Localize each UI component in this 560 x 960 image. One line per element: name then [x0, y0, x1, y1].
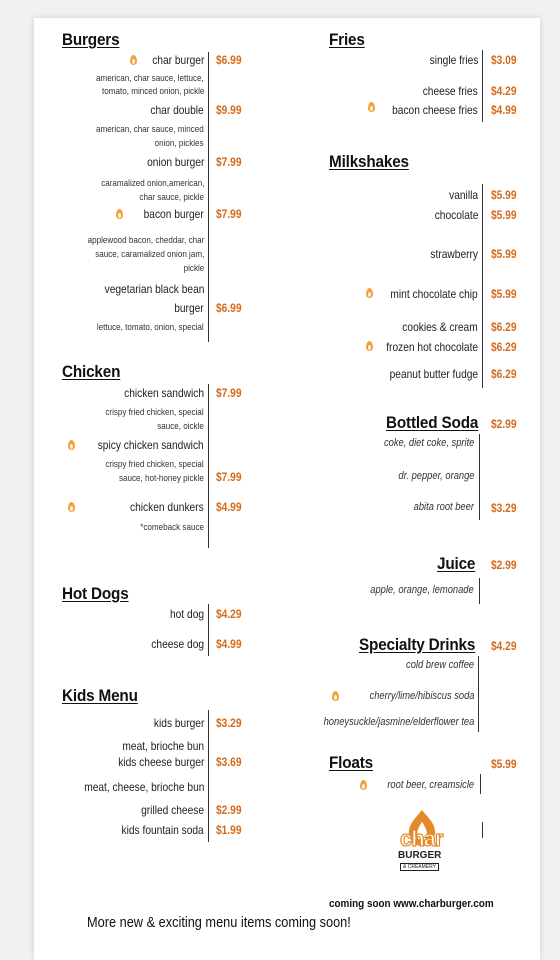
price-juice: $2.99	[491, 558, 517, 572]
char-burger-logo	[394, 808, 450, 872]
desc-chicken-sandwich-2: sauce, oickle	[157, 421, 204, 432]
item-strawberry: strawberry	[430, 247, 478, 261]
desc-char-burger-1: american, char sauce, lettuce,	[96, 73, 204, 84]
desc-char-burger-2: tomato, minced onion, pickle	[101, 86, 204, 97]
price-divider	[208, 710, 209, 842]
price-divider	[208, 604, 209, 656]
item-char-burger: char burger	[151, 53, 204, 67]
price-divider	[482, 822, 483, 838]
price-spicy-chicken: $7.99	[216, 470, 242, 484]
menu-page	[34, 18, 540, 960]
price-divider	[479, 578, 480, 604]
section-burgers: Burgers	[62, 30, 120, 49]
price-chocolate: $5.99	[491, 208, 517, 222]
section-specialty-drinks: Specialty Drinks	[359, 635, 476, 654]
item-chicken-sandwich: chicken sandwich	[124, 386, 204, 400]
item-peanut-butter-fudge: peanut butter fudge	[389, 367, 478, 381]
spicy-flame-icon	[332, 691, 339, 701]
price-abita-root-beer: $3.29	[491, 501, 517, 515]
item-hot-dog: hot dog	[169, 607, 204, 621]
price-divider	[482, 50, 483, 122]
footer-website: coming soon www.charburger.com	[329, 898, 494, 910]
price-char-burger: $6.99	[216, 53, 242, 67]
item-single-fries: single fries	[429, 53, 478, 67]
price-cookies-cream: $6.29	[491, 320, 517, 334]
price-bottled-soda: $2.99	[491, 417, 517, 431]
price-cheese-fries: $4.29	[491, 84, 517, 98]
spicy-flame-icon	[68, 440, 75, 450]
logo-word-creamery: & CREAMERY	[400, 863, 439, 871]
item-mint-chocolate-chip: mint chocolate chip	[390, 287, 478, 301]
desc-bacon-burger-2: sauce, caramalized onion jam,	[94, 249, 204, 260]
item-bacon-cheese-fries: bacon cheese fries	[392, 103, 478, 117]
item-kids-cheese-burger: kids cheese burger	[117, 755, 204, 769]
price-specialty-drinks: $4.29	[491, 639, 517, 653]
price-single-fries: $3.09	[491, 53, 517, 67]
item-kids-burger: kids burger	[153, 716, 204, 730]
section-hot-dogs: Hot Dogs	[62, 584, 129, 603]
price-divider	[478, 656, 479, 732]
logo-word-char: char	[400, 826, 443, 851]
item-frozen-hot-chocolate: frozen hot chocolate	[386, 340, 478, 354]
spicy-flame-icon	[130, 55, 137, 65]
price-hot-dog: $4.29	[216, 607, 242, 621]
desc-onion-burger-2: char sauce, pickle	[139, 192, 204, 203]
item-cheese-dog: cheese dog	[151, 637, 204, 651]
price-divider	[208, 52, 209, 342]
section-bottled-soda: Bottled Soda	[386, 413, 479, 432]
item-kids-fountain-soda: kids fountain soda	[121, 823, 204, 837]
spicy-flame-icon	[68, 502, 75, 512]
specialty-line2: cherry/lime/hibiscus soda	[369, 690, 474, 702]
specialty-line3: honeysuckle/jasmine/elderflower tea	[323, 716, 474, 728]
section-juice: Juice	[437, 554, 476, 573]
price-divider	[479, 434, 480, 520]
floats-line1: root beer, creamsicle	[387, 779, 474, 791]
price-bacon-cheese-fries: $4.99	[491, 103, 517, 117]
item-char-double: char double	[150, 103, 204, 117]
price-divider	[208, 384, 209, 548]
item-grilled-cheese: grilled cheese	[141, 803, 204, 817]
spicy-flame-icon	[116, 209, 123, 219]
price-peanut-butter-fudge: $6.29	[491, 367, 517, 381]
price-strawberry: $5.99	[491, 247, 517, 261]
spicy-flame-icon	[366, 288, 373, 298]
bottled-soda-line2: dr. pepper, orange	[397, 470, 474, 482]
desc-chicken-dunkers: *comeback sauce	[140, 522, 204, 533]
price-kids-fountain-soda: $1.99	[216, 823, 242, 837]
specialty-line1: cold brew coffee	[405, 659, 474, 671]
spicy-flame-icon	[360, 780, 367, 790]
price-kids-cheese-burger: $3.69	[216, 755, 242, 769]
price-vanilla: $5.99	[491, 188, 517, 202]
price-onion-burger: $7.99	[216, 155, 242, 169]
item-chocolate: chocolate	[434, 208, 478, 222]
desc-chicken-sandwich-1: crispy fried chicken, special	[105, 407, 204, 418]
section-fries: Fries	[329, 30, 365, 49]
item-veggie-burger-line2: burger	[174, 301, 204, 315]
desc-spicy-chicken-1: crispy fried chicken, special	[105, 459, 204, 470]
price-divider	[480, 774, 481, 794]
price-bacon-burger: $7.99	[216, 207, 242, 221]
logo-word-burger: BURGER	[398, 850, 442, 861]
item-bacon-burger: bacon burger	[143, 207, 204, 221]
item-spicy-chicken: spicy chicken sandwich	[97, 438, 204, 452]
price-kids-burger: $3.29	[216, 716, 242, 730]
item-vanilla: vanilla	[449, 188, 478, 202]
item-onion-burger: onion burger	[146, 155, 204, 169]
desc-char-double-1: american, char sauce, minced	[96, 124, 204, 135]
desc-bacon-burger-3: pickle	[183, 263, 204, 274]
price-frozen-hot-chocolate: $6.29	[491, 340, 517, 354]
item-veggie-burger-line1: vegetarian black bean	[104, 282, 204, 296]
section-floats: Floats	[329, 753, 373, 772]
desc-veggie-burger: lettuce, tomato, onion, special	[97, 322, 204, 333]
footer-note: More new & exciting menu items coming soon!	[87, 915, 351, 931]
desc-kids-cheese-burger: meat, cheese, brioche bun	[83, 780, 204, 794]
price-chicken-sandwich: $7.99	[216, 386, 242, 400]
item-chicken-dunkers: chicken dunkers	[130, 500, 204, 514]
spicy-flame-icon	[366, 341, 373, 351]
spicy-flame-icon	[368, 102, 375, 112]
desc-spicy-chicken-2: sauce, hot-honey pickle	[119, 473, 204, 484]
desc-char-double-2: onion, pickles	[155, 138, 204, 149]
price-floats: $5.99	[491, 757, 517, 771]
item-cookies-cream: cookies & cream	[402, 320, 478, 334]
section-chicken: Chicken	[62, 362, 121, 381]
section-kids-menu: Kids Menu	[62, 686, 138, 705]
price-chicken-dunkers: $4.99	[216, 500, 242, 514]
desc-onion-burger-1: caramalized onion,american,	[100, 178, 204, 189]
juice-line1: apple, orange, lemonade	[370, 584, 474, 596]
desc-kids-burger: meat, brioche bun	[122, 739, 204, 753]
bottled-soda-line3: abita root beer	[413, 501, 474, 513]
item-cheese-fries: cheese fries	[423, 84, 478, 98]
price-mint-chocolate-chip: $5.99	[491, 287, 517, 301]
price-cheese-dog: $4.99	[216, 637, 242, 651]
desc-bacon-burger-1: applewood bacon, cheddar, char	[87, 235, 204, 246]
section-milkshakes: Milkshakes	[329, 152, 409, 171]
price-veggie-burger: $6.99	[216, 301, 242, 315]
bottled-soda-line1: coke, diet coke, sprite	[383, 437, 474, 449]
price-char-double: $9.99	[216, 103, 242, 117]
price-divider	[482, 184, 483, 388]
price-grilled-cheese: $2.99	[216, 803, 242, 817]
